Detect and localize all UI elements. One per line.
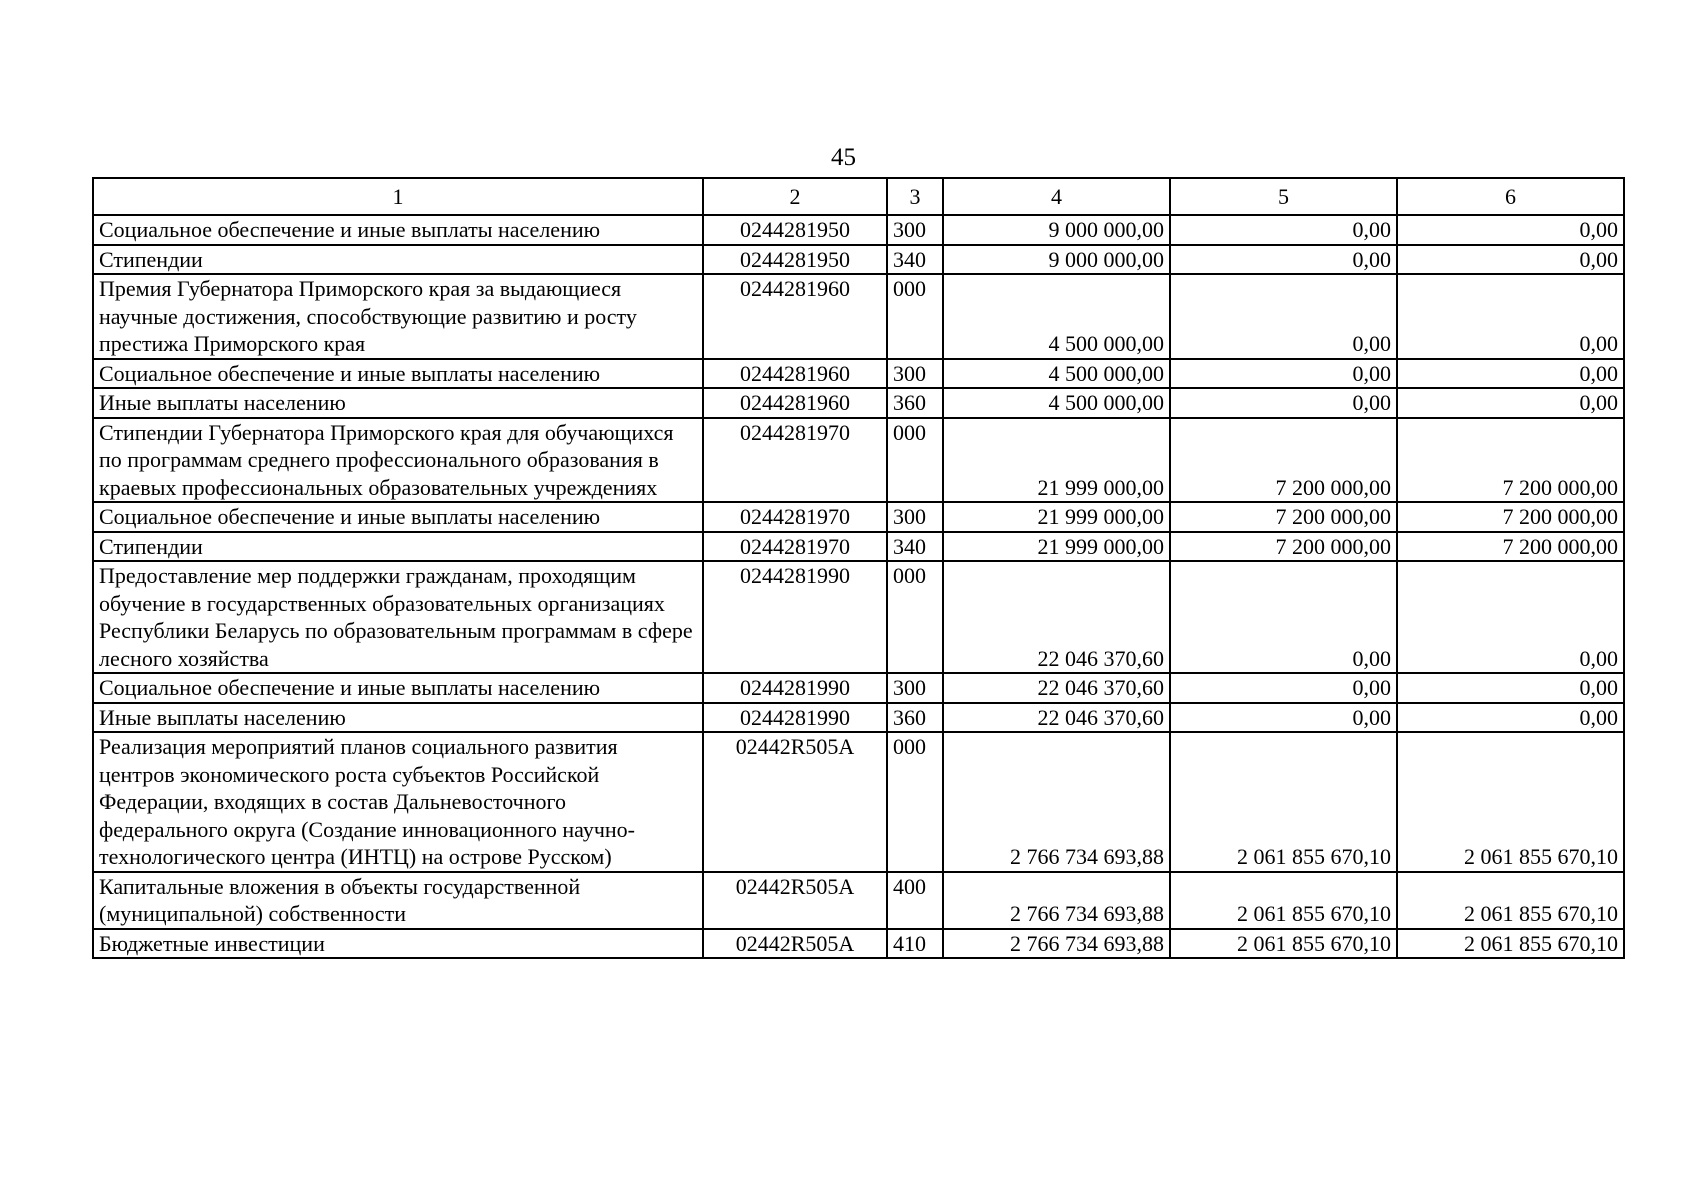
row-code-cell: 0244281960	[703, 388, 887, 418]
row-value-col6: 7 200 000,00	[1397, 502, 1624, 532]
row-code-cell: 02442R505A	[703, 929, 887, 959]
row-value-col5: 0,00	[1170, 703, 1397, 733]
table-header-row	[93, 178, 1624, 215]
row-code-cell: 0244281970	[703, 532, 887, 562]
table-row	[93, 872, 1624, 929]
table-row	[93, 502, 1624, 532]
row-value-col5: 0,00	[1170, 215, 1397, 245]
page-number: 45	[831, 144, 856, 171]
row-code-cell: 0244281960	[703, 274, 887, 359]
row-value-col5: 0,00	[1170, 673, 1397, 703]
row-value-col6: 2 061 855 670,10	[1397, 872, 1624, 929]
row-value-col4: 22 046 370,60	[943, 703, 1170, 733]
row-value-col5: 0,00	[1170, 245, 1397, 275]
row-value-col5: 0,00	[1170, 274, 1397, 359]
row-value-col5: 0,00	[1170, 388, 1397, 418]
row-value-col5: 2 061 855 670,10	[1170, 872, 1397, 929]
row-kvr-cell: 360	[887, 703, 943, 733]
row-name-cell: Социальное обеспечение и иные выплаты населению	[93, 502, 703, 532]
row-value-col4: 22 046 370,60	[943, 561, 1170, 673]
budget-table	[92, 177, 1625, 959]
row-kvr-cell: 000	[887, 561, 943, 673]
row-value-col6: 2 061 855 670,10	[1397, 732, 1624, 872]
table-body	[93, 178, 1624, 958]
table-row	[93, 274, 1624, 359]
column-header-1: 1	[93, 178, 703, 215]
row-value-col4: 4 500 000,00	[943, 274, 1170, 359]
table-row	[93, 673, 1624, 703]
row-value-col4: 22 046 370,60	[943, 673, 1170, 703]
row-value-col4: 4 500 000,00	[943, 388, 1170, 418]
row-code-cell: 0244281960	[703, 359, 887, 389]
row-code-cell: 0244281970	[703, 418, 887, 503]
row-value-col6: 0,00	[1397, 215, 1624, 245]
row-kvr-cell: 340	[887, 532, 943, 562]
row-name-cell: Иные выплаты населению	[93, 388, 703, 418]
row-code-cell: 0244281970	[703, 502, 887, 532]
row-value-col4: 4 500 000,00	[943, 359, 1170, 389]
row-name-cell: Премия Губернатора Приморского края за выдающиеся научные достижения, способствующие развитию и росту престижа Приморского края	[93, 274, 703, 359]
table-row	[93, 561, 1624, 673]
row-code-cell: 0244281990	[703, 673, 887, 703]
column-header-6: 6	[1397, 178, 1624, 215]
row-value-col6: 0,00	[1397, 388, 1624, 418]
row-kvr-cell: 340	[887, 245, 943, 275]
table-row	[93, 732, 1624, 872]
row-value-col5: 0,00	[1170, 359, 1397, 389]
row-code-cell: 0244281950	[703, 215, 887, 245]
table-row	[93, 245, 1624, 275]
row-value-col4: 21 999 000,00	[943, 532, 1170, 562]
row-value-col6: 0,00	[1397, 274, 1624, 359]
row-value-col6: 7 200 000,00	[1397, 532, 1624, 562]
column-header-4: 4	[943, 178, 1170, 215]
column-header-3: 3	[887, 178, 943, 215]
row-value-col5: 2 061 855 670,10	[1170, 732, 1397, 872]
row-name-cell: Бюджетные инвестиции	[93, 929, 703, 959]
row-code-cell: 02442R505A	[703, 732, 887, 872]
row-value-col4: 21 999 000,00	[943, 418, 1170, 503]
row-kvr-cell: 360	[887, 388, 943, 418]
row-name-cell: Стипендии	[93, 245, 703, 275]
column-header-2: 2	[703, 178, 887, 215]
row-name-cell: Социальное обеспечение и иные выплаты населению	[93, 359, 703, 389]
row-value-col6: 7 200 000,00	[1397, 418, 1624, 503]
row-kvr-cell: 300	[887, 215, 943, 245]
row-name-cell: Реализация мероприятий планов социального развития центров экономического роста субъектов Российской Федерации, входящих в состав Дальневосточного федерального округа (Создание инновационного научно-технологического центра (ИНТЦ) на острове Русском)	[93, 732, 703, 872]
row-value-col6: 0,00	[1397, 245, 1624, 275]
row-kvr-cell: 000	[887, 274, 943, 359]
row-code-cell: 0244281950	[703, 245, 887, 275]
table-row	[93, 532, 1624, 562]
row-value-col5: 7 200 000,00	[1170, 502, 1397, 532]
row-name-cell: Капитальные вложения в объекты государственной (муниципальной) собственности	[93, 872, 703, 929]
table-row	[93, 703, 1624, 733]
row-kvr-cell: 000	[887, 418, 943, 503]
row-kvr-cell: 300	[887, 502, 943, 532]
table-row	[93, 388, 1624, 418]
row-value-col4: 21 999 000,00	[943, 502, 1170, 532]
row-value-col6: 0,00	[1397, 359, 1624, 389]
row-value-col4: 9 000 000,00	[943, 215, 1170, 245]
row-kvr-cell: 300	[887, 673, 943, 703]
row-value-col6: 0,00	[1397, 703, 1624, 733]
row-value-col5: 0,00	[1170, 561, 1397, 673]
row-kvr-cell: 300	[887, 359, 943, 389]
row-value-col4: 9 000 000,00	[943, 245, 1170, 275]
row-name-cell: Иные выплаты населению	[93, 703, 703, 733]
row-value-col5: 7 200 000,00	[1170, 418, 1397, 503]
row-kvr-cell: 000	[887, 732, 943, 872]
row-kvr-cell: 400	[887, 872, 943, 929]
row-name-cell: Социальное обеспечение и иные выплаты населению	[93, 673, 703, 703]
row-name-cell: Стипендии Губернатора Приморского края для обучающихся по программам среднего профессионального образования в краевых профессиональных образовательных учреждениях	[93, 418, 703, 503]
row-name-cell: Предоставление мер поддержки гражданам, проходящим обучение в государственных образовательных организациях Республики Беларусь по образовательным программам в сфере лесного хозяйства	[93, 561, 703, 673]
row-name-cell: Стипендии	[93, 532, 703, 562]
row-code-cell: 02442R505A	[703, 872, 887, 929]
table-row	[93, 418, 1624, 503]
row-value-col4: 2 766 734 693,88	[943, 732, 1170, 872]
row-value-col4: 2 766 734 693,88	[943, 872, 1170, 929]
row-value-col5: 2 061 855 670,10	[1170, 929, 1397, 959]
table-row	[93, 359, 1624, 389]
row-value-col4: 2 766 734 693,88	[943, 929, 1170, 959]
row-name-cell: Социальное обеспечение и иные выплаты населению	[93, 215, 703, 245]
row-value-col6: 2 061 855 670,10	[1397, 929, 1624, 959]
table-row	[93, 929, 1624, 959]
row-code-cell: 0244281990	[703, 561, 887, 673]
row-value-col6: 0,00	[1397, 673, 1624, 703]
column-header-5: 5	[1170, 178, 1397, 215]
row-code-cell: 0244281990	[703, 703, 887, 733]
row-kvr-cell: 410	[887, 929, 943, 959]
row-value-col6: 0,00	[1397, 561, 1624, 673]
table-row	[93, 215, 1624, 245]
row-value-col5: 7 200 000,00	[1170, 532, 1397, 562]
